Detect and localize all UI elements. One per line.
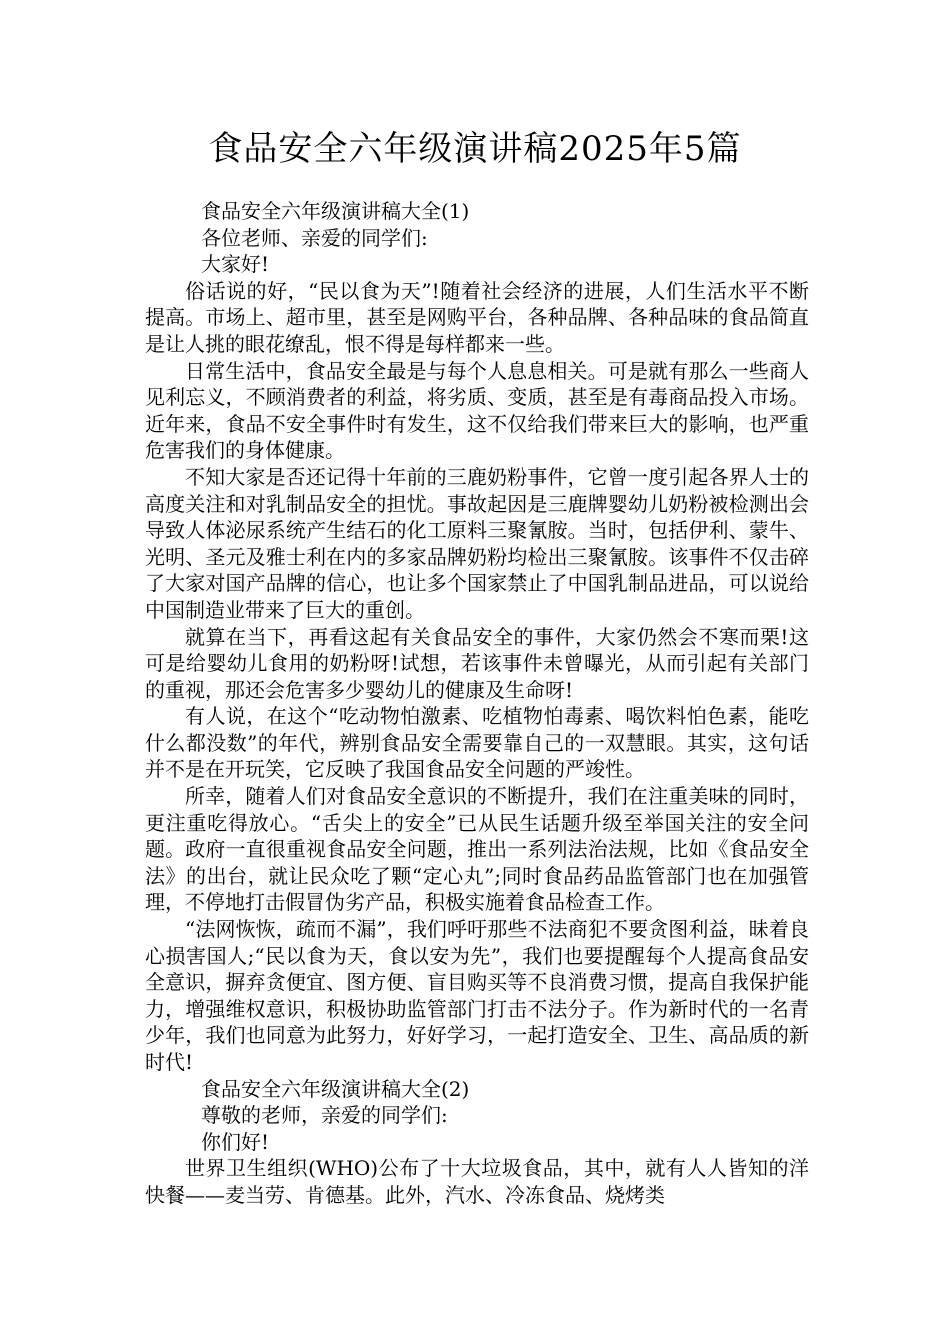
paragraph: 世界卫生组织(WHO)公布了十大垃圾食品，其中，就有人人皆知的洋快餐——麦当劳、肯德基。此外，汽水、冷冻食品、烧烤类 bbox=[145, 1156, 809, 1207]
section-heading: 食品安全六年级演讲稿大全(2) bbox=[201, 1076, 470, 1101]
paragraph: 有人说，在这个“吃动物怕激素、吃植物怕毒素、喝饮料怕色素，能吃什么都没数”的年代，辨别食品安全需要靠自己的一双慧眼。其实，这句话并不是在开玩笑，它反映了我国食品安全问题的严竣性。 bbox=[145, 704, 809, 782]
greeting: 你们好! bbox=[201, 1129, 270, 1154]
document-title: 食品安全六年级演讲稿2025年5篇 bbox=[208, 129, 742, 169]
paragraph: 就算在当下，再看这起有关食品安全的事件，大家仍然会不寒而栗!这可是给婴幼儿食用的奶粉呀!试想，若该事件未曾曝光，从而引起有关部门的重视，那还会危害多少婴幼儿的健康及生命呀! bbox=[145, 624, 809, 702]
section-heading: 食品安全六年级演讲稿大全(1) bbox=[201, 199, 470, 223]
paragraph: 俗话说的好，“民以食为天”!随着社会经济的进展，人们生活水平不断提高。市场上、超市里，甚至是网购平台，各种品牌、各种品味的食品简直是让人挑的眼花缭乱，恨不得是每样都来一些。 bbox=[145, 278, 809, 356]
paragraph: 日常生活中，食品安全最是与每个人息息相关。可是就有那么一些商人见利忘义，不顾消费者的利益，将劣质、变质，甚至是有毒商品投入市场。近年来，食品不安全事件时有发生，这不仅给我们带来巨大的影响，也严重危害我们的身体健康。 bbox=[145, 358, 809, 463]
greeting: 大家好! bbox=[201, 252, 270, 277]
paragraph: 不知大家是否还记得十年前的三鹿奶粉事件，它曾一度引起各界人士的高度关注和对乳制品安全的担忧。事故起因是三鹿牌婴幼儿奶粉被检测出会导致人体泌尿系统产生结石的化工原料三聚氰胺。当时，包括伊利、蒙牛、光明、圣元及雅士利在内的多家品牌奶粉均检出三聚氰胺。该事件不仅击碎了大家对国产品牌的信心，也让多个国家禁止了中国乳制品进品，可以说给中国制造业带来了巨大的重创。 bbox=[145, 464, 809, 622]
paragraph: 所幸，随着人们对食品安全意识的不断提升，我们在注重美味的同时，更注重吃得放心。“舌尖上的安全”已从民生话题升级至举国关注的安全问题。政府一直很重视食品安全问题，推出一系列法治法规，比如《食品安全法》的出台，就让民众吃了颗“定心丸”;同时食品药品监管部门也在加强管理，不停地打击假冒伪劣产品，积极实施着食品检查工作。 bbox=[145, 784, 809, 915]
document-body bbox=[145, 198, 809, 1209]
salutation: 尊敬的老师，亲爱的同学们: bbox=[201, 1103, 448, 1128]
salutation: 各位老师、亲爱的同学们: bbox=[201, 225, 428, 250]
paragraph: “法网恢恢，疏而不漏”，我们呼吁那些不法商犯不要贪图利益，昧着良心损害国人;“民以食为天，食以安为先”，我们也要提醒每个人提高食品安全意识，摒弃贪便宜、图方便、盲目购买等不良消费习惯，提高自我保护能力，增强维权意识，积极协助监管部门打击不法分子。作为新时代的一名青少年，我们也同意为此努力，好好学习，一起打造安全、卫生、高品质的新时代! bbox=[145, 917, 809, 1074]
